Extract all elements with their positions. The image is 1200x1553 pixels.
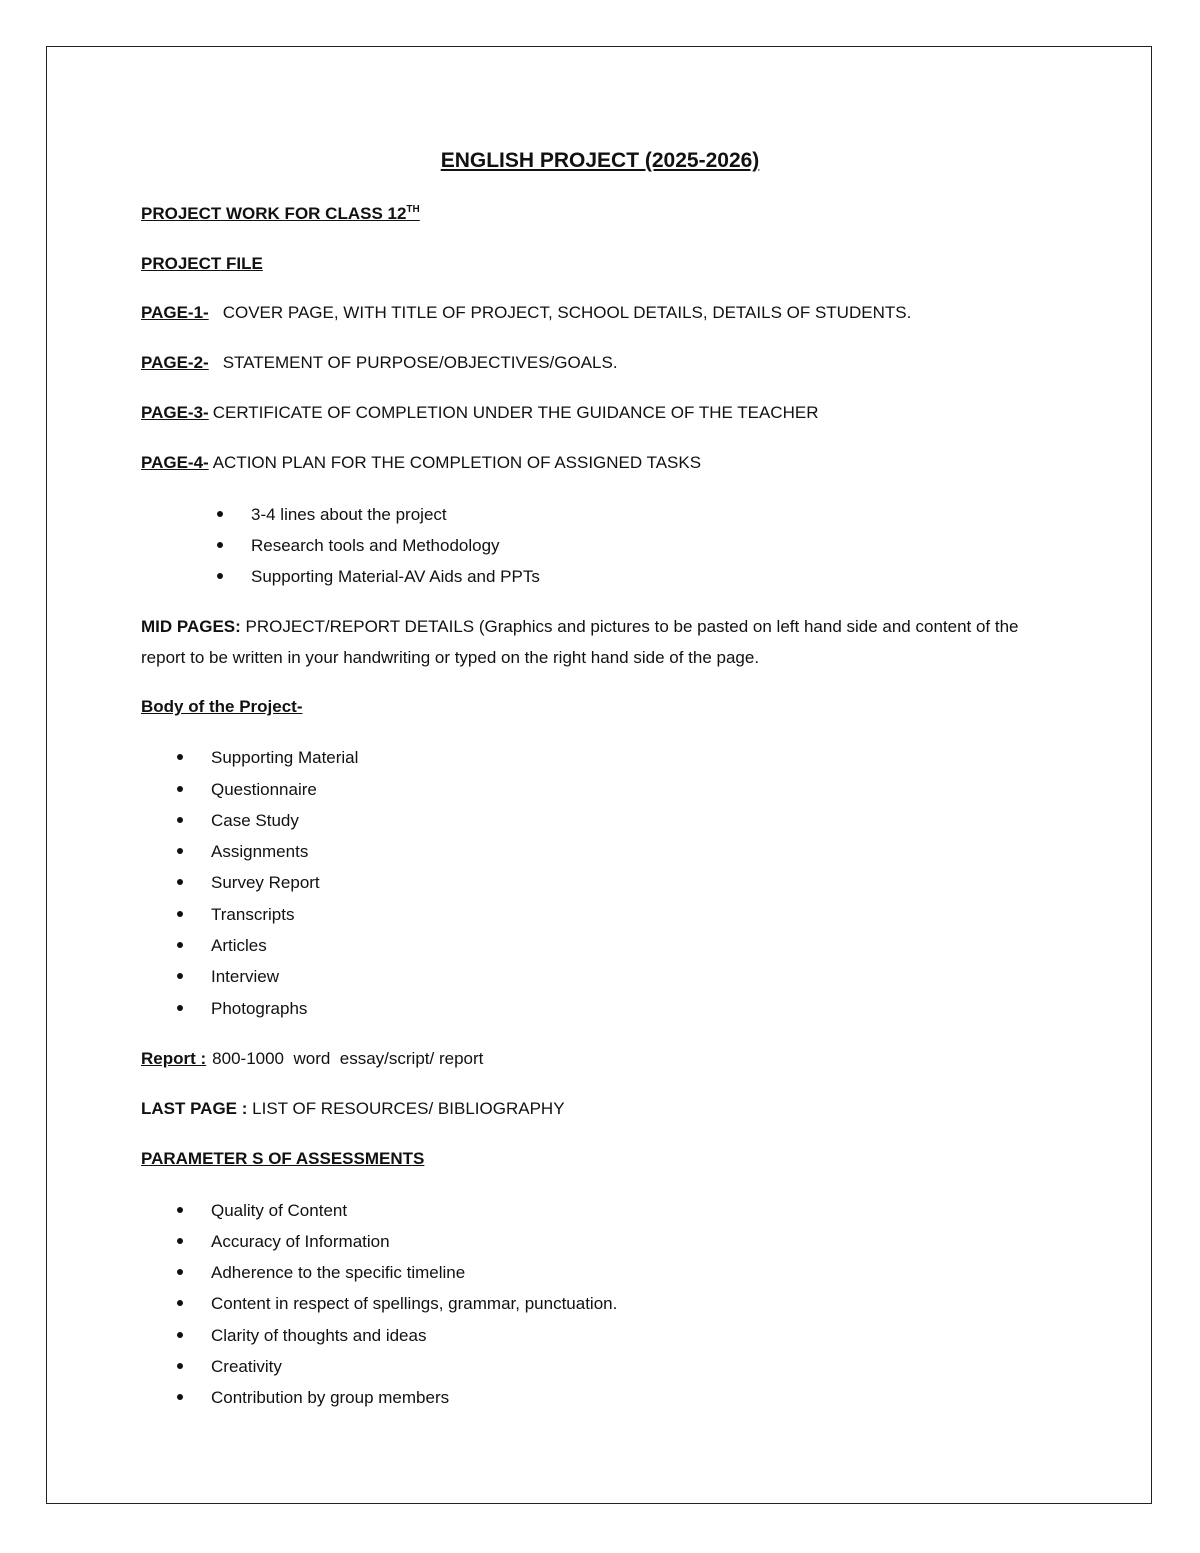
bullet-dot <box>177 973 183 979</box>
page-3-text: CERTIFICATE OF COMPLETION UNDER THE GUIDANCE OF THE TEACHER <box>212 403 819 422</box>
list-item: Clarity of thoughts and ideas <box>211 1326 427 1345</box>
report-label: Report : <box>141 1049 207 1068</box>
project-work-superscript: TH <box>406 204 420 215</box>
list-item: Assignments <box>211 842 309 861</box>
list-item: Accuracy of Information <box>211 1232 390 1251</box>
list-item: Case Study <box>211 811 299 830</box>
bullet-dot <box>177 1332 183 1338</box>
list-item: Contribution by group members <box>211 1388 450 1407</box>
bullet-dot <box>177 817 183 823</box>
bullet-dot <box>177 1394 183 1400</box>
list-item: Interview <box>211 967 280 986</box>
bullet-dot <box>177 942 183 948</box>
list-item: Supporting Material <box>211 748 359 767</box>
project-work-label: PROJECT WORK FOR CLASS 12 <box>141 204 407 223</box>
bullet-dot <box>177 911 183 917</box>
page-4-label: PAGE-4- <box>141 453 209 472</box>
bullet-dot <box>217 542 223 548</box>
bullet-dot <box>177 1238 183 1244</box>
project-file-heading: PROJECT FILE <box>141 254 263 273</box>
bullet-dot <box>177 1269 183 1275</box>
page-title: ENGLISH PROJECT (2025-2026) <box>440 149 760 172</box>
bullet-dot <box>177 1300 183 1306</box>
list-item: Survey Report <box>211 873 320 892</box>
list-item: Adherence to the specific timeline <box>211 1263 466 1282</box>
mid-pages-paragraph <box>141 611 1041 673</box>
last-page-text: LIST OF RESOURCES/ BIBLIOGRAPHY <box>252 1099 565 1118</box>
bullet-dot <box>177 786 183 792</box>
page-2-label: PAGE-2- <box>141 353 209 372</box>
list-item: Articles <box>211 936 267 955</box>
page-3-label: PAGE-3- <box>141 403 209 422</box>
page-2-line <box>141 352 618 374</box>
page-2-text: STATEMENT OF PURPOSE/OBJECTIVES/GOALS. <box>222 353 618 372</box>
report-line <box>141 1048 483 1070</box>
list-item: Transcripts <box>211 905 295 924</box>
page-4-text: ACTION PLAN FOR THE COMPLETION OF ASSIGNED TASKS <box>212 453 702 472</box>
page-3-line <box>141 402 818 424</box>
page-1-text: COVER PAGE, WITH TITLE OF PROJECT, SCHOOL DETAILS, DETAILS OF STUDENTS. <box>222 303 912 322</box>
page-4-line <box>141 452 701 474</box>
body-heading: Body of the Project- <box>141 697 303 716</box>
bullet-dot <box>177 754 183 760</box>
parameters-heading: PARAMETER S OF ASSESSMENTS <box>141 1149 425 1168</box>
bullet-dot <box>217 573 223 579</box>
page-1-label: PAGE-1- <box>141 303 209 322</box>
list-item: Content in respect of spellings, grammar, punctuation. <box>211 1294 618 1313</box>
mid-pages-text: PROJECT/REPORT DETAILS (Graphics and pictures to be pasted on left hand side and content of the report to be written in your handwriting or typed on the right hand side of the page. <box>141 617 1019 667</box>
list-item: Creativity <box>211 1357 282 1376</box>
list-item: Quality of Content <box>211 1201 348 1220</box>
bullet-dot <box>177 1363 183 1369</box>
bullet-dot <box>177 879 183 885</box>
list-item: Research tools and Methodology <box>251 536 500 555</box>
page-1-line <box>141 302 911 324</box>
bullet-dot <box>217 511 223 517</box>
list-item: Photographs <box>211 999 308 1018</box>
list-item: 3-4 lines about the project <box>251 505 447 524</box>
report-text: 800-1000 word essay/script/ report <box>212 1049 484 1068</box>
mid-pages-label: MID PAGES: <box>141 617 241 636</box>
list-item: Supporting Material-AV Aids and PPTs <box>251 567 540 586</box>
bullet-dot <box>177 1005 183 1011</box>
last-page-label: LAST PAGE : <box>141 1099 248 1118</box>
last-page-line <box>141 1098 565 1120</box>
list-item: Questionnaire <box>211 780 317 799</box>
bullet-dot <box>177 1207 183 1213</box>
project-work-heading <box>141 203 420 225</box>
bullet-dot <box>177 848 183 854</box>
